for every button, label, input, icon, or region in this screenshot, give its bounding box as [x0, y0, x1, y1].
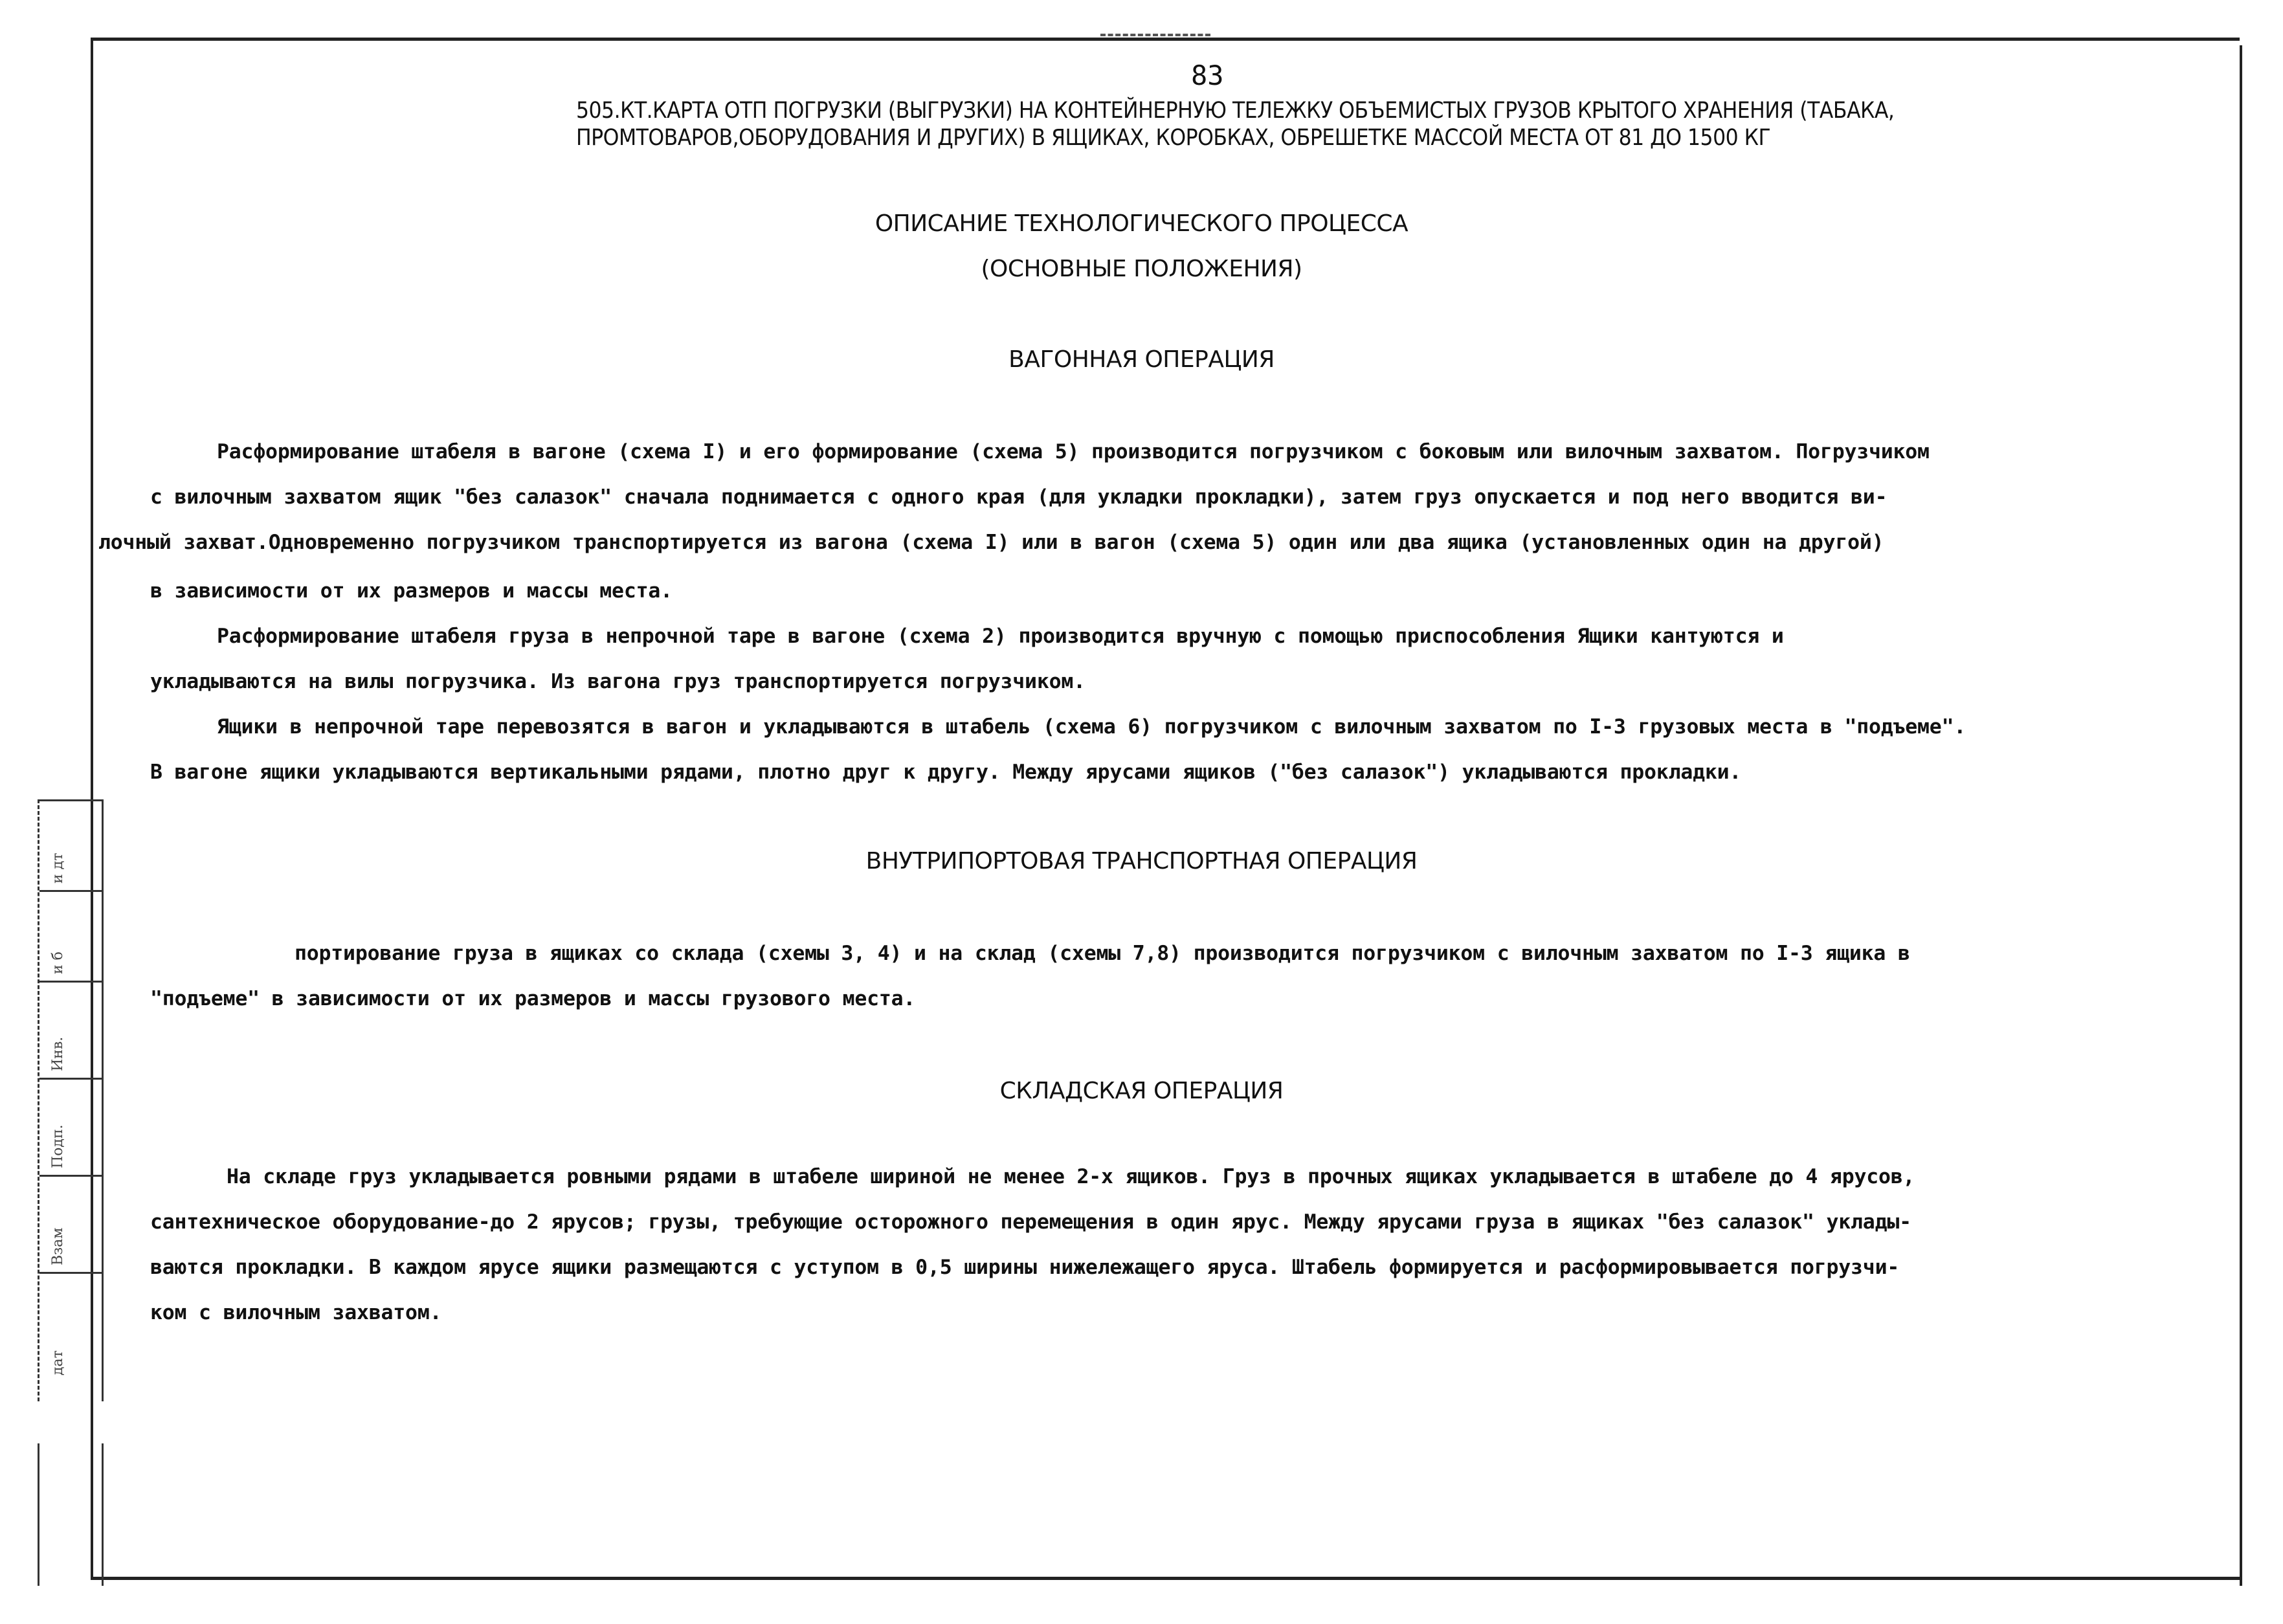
heading-warehouse: СКЛАДСКАЯ ОПЕРАЦИЯ	[999, 1078, 1284, 1104]
stamp-mark: Инв.	[50, 1036, 66, 1071]
text-line: сантехническое оборудование-до 2 ярусов; грузы, требующие осторожного перемещения в один ярус. Между ярусами груза в ящиках "без салазок" уклады-	[150, 1210, 1911, 1234]
stamp-mark: Взам	[50, 1227, 66, 1265]
stamp-mark: дат	[50, 1350, 66, 1375]
heading-wagon: ВАГОННАЯ ОПЕРАЦИЯ	[1008, 346, 1275, 373]
stamp-cell	[39, 981, 102, 983]
stamp-cell	[39, 1272, 102, 1274]
text-line: В вагоне ящики укладываются вертикальными рядами, плотно друг к другу. Между ярусами ящиков ("без салазок") укладываются прокладки.	[150, 761, 1742, 784]
stamp-mark: и б	[50, 951, 66, 974]
text-line: Ящики в непрочной таре перевозятся в вагон и укладываются в штабель (схема 6) погрузчиком с вилочным захватом по I-3 грузовых места в "подъеме".	[217, 715, 1966, 739]
text-line: укладываются на вилы погрузчика. Из вагона груз транспортируется погрузчиком.	[150, 670, 1086, 693]
stamp-cell	[39, 799, 102, 801]
text-line: "подъеме" в зависимости от их размеров и массы грузового места.	[150, 987, 916, 1010]
stamp-lower-strip	[38, 1443, 104, 1586]
stamp-mark: Подп.	[50, 1124, 66, 1168]
page-number: 83	[1191, 60, 1224, 91]
text-line: Расформирование штабеля груза в непрочной таре в вагоне (схема 2) производится вручную с помощью приспособления Ящики кантуются и	[217, 625, 1784, 648]
document-title-line: ПРОМТОВАРОВ,ОБОРУДОВАНИЯ И ДРУГИХ) В ЯЩИКАХ, КОРОБКАХ, ОБРЕШЕТКЕ МАССОЙ МЕСТА ОТ 81 ДО 1500 КГ	[576, 125, 1771, 151]
frame-top-dash	[1100, 34, 1210, 36]
heading-transport: ВНУТРИПОРТОВАЯ ТРАНСПОРТНАЯ ОПЕРАЦИЯ	[865, 848, 1418, 874]
text-line: портирование груза в ящиках со склада (схемы 3, 4) и на склад (схемы 7,8) производится погрузчиком с вилочным захватом по I-3 ящика в	[295, 942, 1910, 965]
text-line: ком с вилочным захватом.	[150, 1301, 442, 1324]
frame-top-border	[91, 38, 2240, 41]
heading-basic: (ОСНОВНЫЕ ПОЛОЖЕНИЯ)	[981, 256, 1302, 282]
stamp-cell	[39, 1175, 102, 1177]
text-line: лочный захват.Одновременно погрузчиком транспортируется из вагона (схема I) или в вагон (схема 5) один или два ящика (установленных один на другой)	[98, 531, 1884, 554]
heading-description: ОПИСАНИЕ ТЕХНОЛОГИЧЕСКОГО ПРОЦЕССА	[874, 210, 1409, 237]
text-line: На складе груз укладывается ровными рядами в штабеле шириной не менее 2-х ящиков. Груз в прочных ящиках укладывается в штабеле до 4 ярусов,	[227, 1165, 1915, 1188]
document-title-line: 505.КТ.КАРТА ОТП ПОГРУЗКИ (ВЫГРУЗКИ) НА КОНТЕЙНЕРНУЮ ТЕЛЕЖКУ ОБЪЕМИСТЫХ ГРУЗОВ КРЫТОГО ХРАНЕНИЯ (ТАБАКА,	[576, 98, 1895, 124]
text-line: с вилочным захватом ящик "без салазок" сначала поднимается с одного края (для укладки прокладки), затем груз опускается и под него вводится ви-	[150, 485, 1888, 509]
text-line: в зависимости от их размеров и массы места.	[150, 579, 673, 603]
document-title	[576, 97, 2143, 151]
text-line: Расформирование штабеля в вагоне (схема I) и его формирование (схема 5) производится погрузчиком с боковым или вилочным захватом. Погрузчиком	[217, 440, 1930, 463]
stamp-cell	[39, 890, 102, 892]
frame-bottom-border	[91, 1577, 2241, 1580]
stamp-mark: и дт	[50, 852, 66, 884]
text-line: ваются прокладки. В каждом ярусе ящики размещаются с уступом в 0,5 ширины нижележащего яруса. Штабель формируется и расформировывается погрузчи-	[150, 1256, 1900, 1279]
